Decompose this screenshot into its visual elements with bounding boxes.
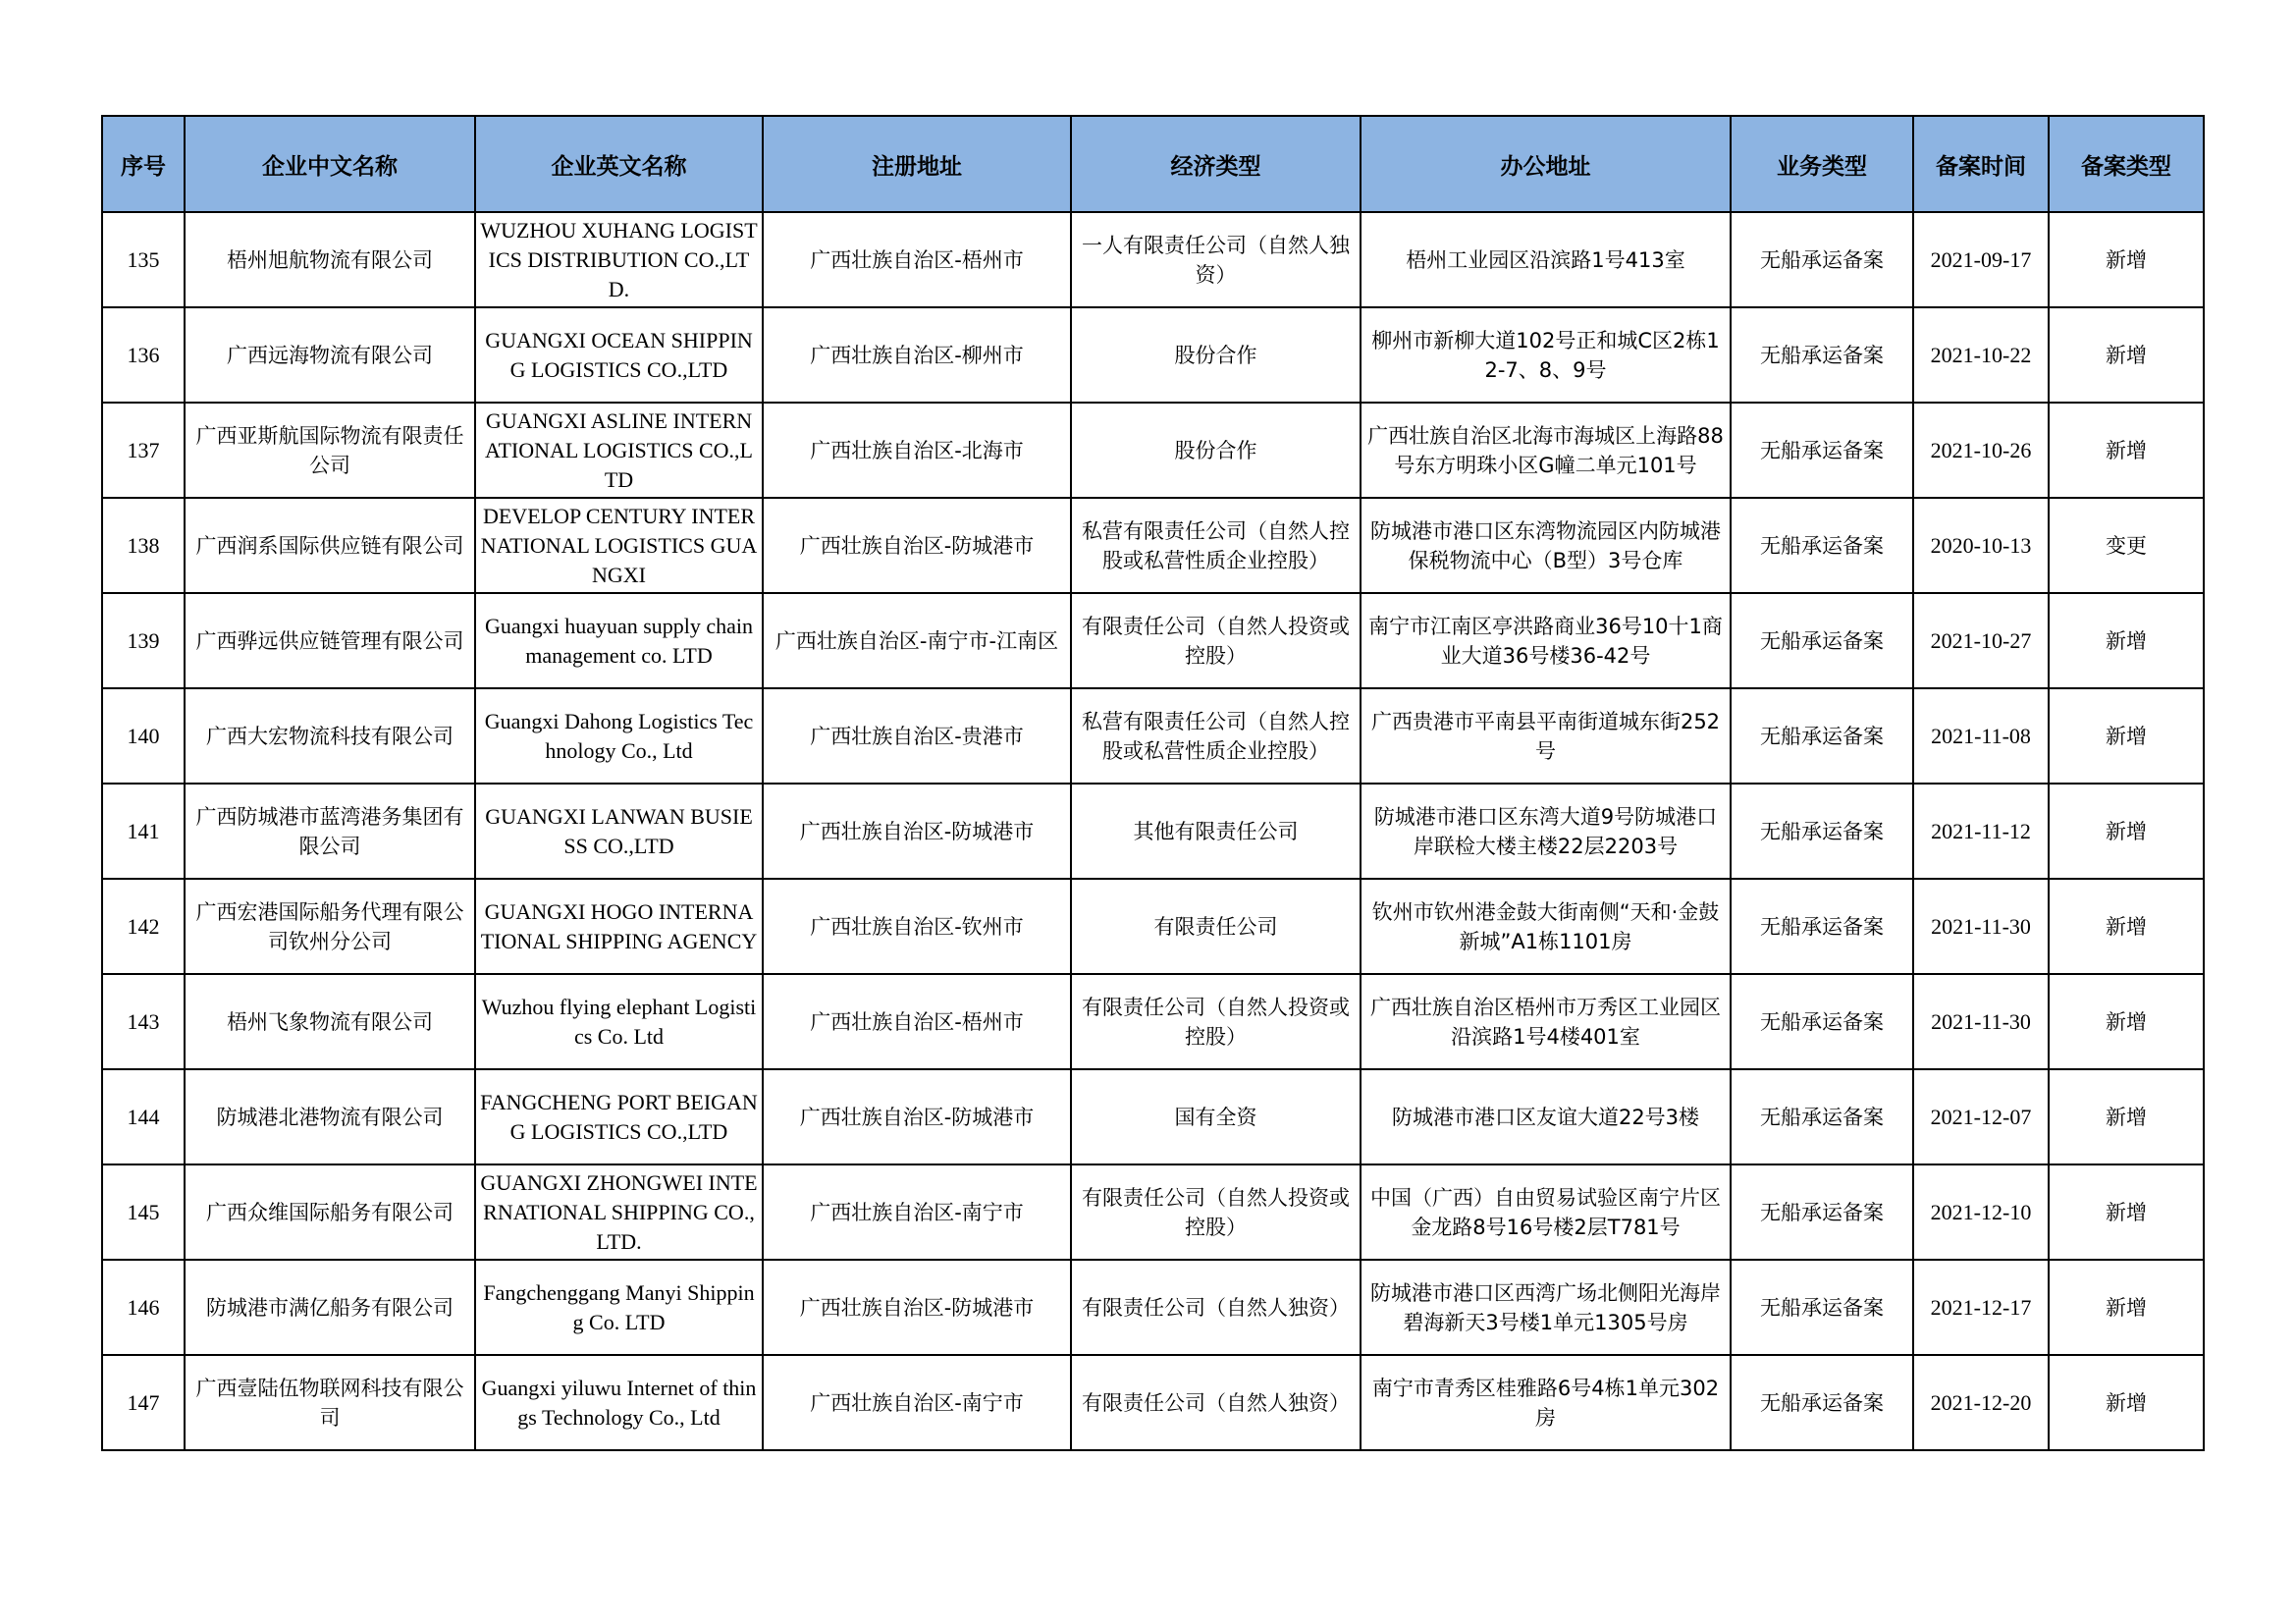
cell-company-en-name: GUANGXI ZHONGWEI INTERNATIONAL SHIPPING CO.,LTD. — [475, 1164, 763, 1260]
cell-economic-type: 一人有限责任公司（自然人独资） — [1071, 212, 1361, 307]
cell-office-address: 钦州市钦州港金鼓大街南侧“天和·金鼓新城”A1栋1101房 — [1361, 879, 1731, 974]
cell-company-en-name: GUANGXI LANWAN BUSIESS CO.,LTD — [475, 784, 763, 879]
cell-filing-type: 新增 — [2049, 784, 2204, 879]
cell-filing-date: 2021-09-17 — [1913, 212, 2049, 307]
cell-economic-type: 股份合作 — [1071, 307, 1361, 403]
cell-economic-type: 有限责任公司 — [1071, 879, 1361, 974]
cell-registered-address: 广西壮族自治区-南宁市-江南区 — [763, 593, 1071, 688]
cell-serial-no: 141 — [102, 784, 185, 879]
cell-filing-date: 2021-11-08 — [1913, 688, 2049, 784]
cell-serial-no: 136 — [102, 307, 185, 403]
cell-serial-no: 144 — [102, 1069, 185, 1164]
cell-registered-address: 广西壮族自治区-防城港市 — [763, 784, 1071, 879]
header-row — [102, 116, 2204, 212]
table-row — [102, 403, 2204, 498]
cell-registered-address: 广西壮族自治区-北海市 — [763, 403, 1071, 498]
cell-company-en-name: DEVELOP CENTURY INTERNATIONAL LOGISTICS GUANGXI — [475, 498, 763, 593]
cell-company-cn-name: 广西润系国际供应链有限公司 — [185, 498, 475, 593]
cell-business-type: 无船承运备案 — [1731, 974, 1913, 1069]
cell-filing-date: 2021-10-26 — [1913, 403, 2049, 498]
cell-filing-type: 新增 — [2049, 879, 2204, 974]
cell-registered-address: 广西壮族自治区-南宁市 — [763, 1164, 1071, 1260]
cell-registered-address: 广西壮族自治区-防城港市 — [763, 498, 1071, 593]
table-row — [102, 212, 2204, 307]
cell-company-en-name: Guangxi yiluwu Internet of things Technology Co., Ltd — [475, 1355, 763, 1450]
header-filing-date: 备案时间 — [1913, 116, 2049, 212]
cell-registered-address: 广西壮族自治区-南宁市 — [763, 1355, 1071, 1450]
table-header — [102, 116, 2204, 212]
cell-company-cn-name: 广西众维国际船务有限公司 — [185, 1164, 475, 1260]
cell-filing-type: 新增 — [2049, 688, 2204, 784]
cell-serial-no: 138 — [102, 498, 185, 593]
cell-economic-type: 有限责任公司（自然人投资或控股） — [1071, 593, 1361, 688]
cell-economic-type: 私营有限责任公司（自然人控股或私营性质企业控股） — [1071, 688, 1361, 784]
cell-company-cn-name: 广西亚斯航国际物流有限责任公司 — [185, 403, 475, 498]
cell-office-address: 防城港市港口区西湾广场北侧阳光海岸碧海新天3号楼1单元1305号房 — [1361, 1260, 1731, 1355]
cell-economic-type: 其他有限责任公司 — [1071, 784, 1361, 879]
cell-company-en-name: Fangchenggang Manyi Shipping Co. LTD — [475, 1260, 763, 1355]
cell-filing-type: 新增 — [2049, 1164, 2204, 1260]
cell-filing-type: 新增 — [2049, 1355, 2204, 1450]
cell-company-cn-name: 广西大宏物流科技有限公司 — [185, 688, 475, 784]
cell-company-cn-name: 防城港市满亿船务有限公司 — [185, 1260, 475, 1355]
cell-serial-no: 140 — [102, 688, 185, 784]
cell-serial-no: 145 — [102, 1164, 185, 1260]
cell-filing-type: 新增 — [2049, 1260, 2204, 1355]
cell-filing-type: 新增 — [2049, 593, 2204, 688]
table-row — [102, 1260, 2204, 1355]
cell-filing-date: 2021-11-30 — [1913, 974, 2049, 1069]
table-row — [102, 307, 2204, 403]
table-row — [102, 498, 2204, 593]
cell-filing-type: 变更 — [2049, 498, 2204, 593]
header-office-address: 办公地址 — [1361, 116, 1731, 212]
cell-filing-type: 新增 — [2049, 307, 2204, 403]
cell-company-en-name: Guangxi huayuan supply chain management co. LTD — [475, 593, 763, 688]
table-row — [102, 974, 2204, 1069]
header-economic-type: 经济类型 — [1071, 116, 1361, 212]
cell-business-type: 无船承运备案 — [1731, 1355, 1913, 1450]
table-row — [102, 1069, 2204, 1164]
cell-business-type: 无船承运备案 — [1731, 307, 1913, 403]
header-filing-type: 备案类型 — [2049, 116, 2204, 212]
table-row — [102, 784, 2204, 879]
cell-business-type: 无船承运备案 — [1731, 1260, 1913, 1355]
cell-filing-date: 2021-10-22 — [1913, 307, 2049, 403]
cell-business-type: 无船承运备案 — [1731, 1069, 1913, 1164]
cell-company-en-name: GUANGXI HOGO INTERNATIONAL SHIPPING AGENCY — [475, 879, 763, 974]
cell-filing-date: 2021-12-17 — [1913, 1260, 2049, 1355]
cell-company-cn-name: 广西远海物流有限公司 — [185, 307, 475, 403]
cell-office-address: 防城港市港口区东湾物流园区内防城港保税物流中心（B型）3号仓库 — [1361, 498, 1731, 593]
cell-company-cn-name: 梧州飞象物流有限公司 — [185, 974, 475, 1069]
header-company-en-name: 企业英文名称 — [475, 116, 763, 212]
cell-economic-type: 有限责任公司（自然人投资或控股） — [1071, 1164, 1361, 1260]
cell-economic-type: 私营有限责任公司（自然人控股或私营性质企业控股） — [1071, 498, 1361, 593]
table-body — [102, 212, 2204, 1450]
cell-filing-date: 2021-10-27 — [1913, 593, 2049, 688]
cell-office-address: 柳州市新柳大道102号正和城C区2栋12-7、8、9号 — [1361, 307, 1731, 403]
cell-economic-type: 有限责任公司（自然人独资） — [1071, 1355, 1361, 1450]
cell-registered-address: 广西壮族自治区-钦州市 — [763, 879, 1071, 974]
cell-office-address: 广西贵港市平南县平南街道城东街252号 — [1361, 688, 1731, 784]
cell-office-address: 广西壮族自治区北海市海城区上海路88号东方明珠小区G幢二单元101号 — [1361, 403, 1731, 498]
cell-business-type: 无船承运备案 — [1731, 593, 1913, 688]
cell-registered-address: 广西壮族自治区-防城港市 — [763, 1069, 1071, 1164]
header-registered-address: 注册地址 — [763, 116, 1071, 212]
table-row — [102, 593, 2204, 688]
cell-office-address: 中国（广西）自由贸易试验区南宁片区金龙路8号16号楼2层T781号 — [1361, 1164, 1731, 1260]
registry-sheet — [101, 115, 2205, 1451]
cell-economic-type: 股份合作 — [1071, 403, 1361, 498]
header-business-type: 业务类型 — [1731, 116, 1913, 212]
cell-filing-type: 新增 — [2049, 974, 2204, 1069]
cell-economic-type: 有限责任公司（自然人独资） — [1071, 1260, 1361, 1355]
cell-company-cn-name: 防城港北港物流有限公司 — [185, 1069, 475, 1164]
header-company-cn-name: 企业中文名称 — [185, 116, 475, 212]
cell-filing-date: 2021-11-12 — [1913, 784, 2049, 879]
cell-serial-no: 137 — [102, 403, 185, 498]
cell-business-type: 无船承运备案 — [1731, 498, 1913, 593]
cell-registered-address: 广西壮族自治区-柳州市 — [763, 307, 1071, 403]
cell-company-en-name: GUANGXI ASLINE INTERNATIONAL LOGISTICS CO.,LTD — [475, 403, 763, 498]
cell-office-address: 南宁市江南区亭洪路商业36号10十1商业大道36号楼36-42号 — [1361, 593, 1731, 688]
cell-serial-no: 135 — [102, 212, 185, 307]
cell-registered-address: 广西壮族自治区-梧州市 — [763, 974, 1071, 1069]
cell-business-type: 无船承运备案 — [1731, 403, 1913, 498]
cell-registered-address: 广西壮族自治区-贵港市 — [763, 688, 1071, 784]
cell-serial-no: 143 — [102, 974, 185, 1069]
cell-filing-type: 新增 — [2049, 1069, 2204, 1164]
cell-office-address: 南宁市青秀区桂雅路6号4栋1单元302房 — [1361, 1355, 1731, 1450]
cell-office-address: 防城港市港口区友谊大道22号3楼 — [1361, 1069, 1731, 1164]
table-row — [102, 1355, 2204, 1450]
cell-filing-date: 2021-12-10 — [1913, 1164, 2049, 1260]
cell-office-address: 广西壮族自治区梧州市万秀区工业园区沿滨路1号4楼401室 — [1361, 974, 1731, 1069]
cell-company-en-name: FANGCHENG PORT BEIGANG LOGISTICS CO.,LTD — [475, 1069, 763, 1164]
cell-company-cn-name: 梧州旭航物流有限公司 — [185, 212, 475, 307]
cell-economic-type: 国有全资 — [1071, 1069, 1361, 1164]
cell-company-en-name: Guangxi Dahong Logistics Technology Co., Ltd — [475, 688, 763, 784]
cell-serial-no: 139 — [102, 593, 185, 688]
registry-table — [101, 115, 2205, 1451]
cell-filing-date: 2021-12-20 — [1913, 1355, 2049, 1450]
cell-filing-date: 2020-10-13 — [1913, 498, 2049, 593]
table-row — [102, 879, 2204, 974]
cell-office-address: 梧州工业园区沿滨路1号413室 — [1361, 212, 1731, 307]
cell-company-cn-name: 广西骅远供应链管理有限公司 — [185, 593, 475, 688]
table-row — [102, 1164, 2204, 1260]
cell-company-cn-name: 广西宏港国际船务代理有限公司钦州分公司 — [185, 879, 475, 974]
cell-filing-date: 2021-12-07 — [1913, 1069, 2049, 1164]
cell-company-cn-name: 广西防城港市蓝湾港务集团有限公司 — [185, 784, 475, 879]
cell-filing-date: 2021-11-30 — [1913, 879, 2049, 974]
header-serial-no: 序号 — [102, 116, 185, 212]
cell-registered-address: 广西壮族自治区-防城港市 — [763, 1260, 1071, 1355]
cell-company-en-name: WUZHOU XUHANG LOGISTICS DISTRIBUTION CO.,LTD. — [475, 212, 763, 307]
cell-serial-no: 147 — [102, 1355, 185, 1450]
cell-business-type: 无船承运备案 — [1731, 688, 1913, 784]
cell-business-type: 无船承运备案 — [1731, 1164, 1913, 1260]
cell-office-address: 防城港市港口区东湾大道9号防城港口岸联检大楼主楼22层2203号 — [1361, 784, 1731, 879]
cell-filing-type: 新增 — [2049, 212, 2204, 307]
cell-serial-no: 142 — [102, 879, 185, 974]
cell-serial-no: 146 — [102, 1260, 185, 1355]
cell-company-en-name: GUANGXI OCEAN SHIPPING LOGISTICS CO.,LTD — [475, 307, 763, 403]
cell-registered-address: 广西壮族自治区-梧州市 — [763, 212, 1071, 307]
table-row — [102, 688, 2204, 784]
cell-company-cn-name: 广西壹陆伍物联网科技有限公司 — [185, 1355, 475, 1450]
cell-business-type: 无船承运备案 — [1731, 784, 1913, 879]
cell-filing-type: 新增 — [2049, 403, 2204, 498]
cell-economic-type: 有限责任公司（自然人投资或控股） — [1071, 974, 1361, 1069]
cell-business-type: 无船承运备案 — [1731, 879, 1913, 974]
cell-company-en-name: Wuzhou flying elephant Logistics Co. Ltd — [475, 974, 763, 1069]
cell-business-type: 无船承运备案 — [1731, 212, 1913, 307]
